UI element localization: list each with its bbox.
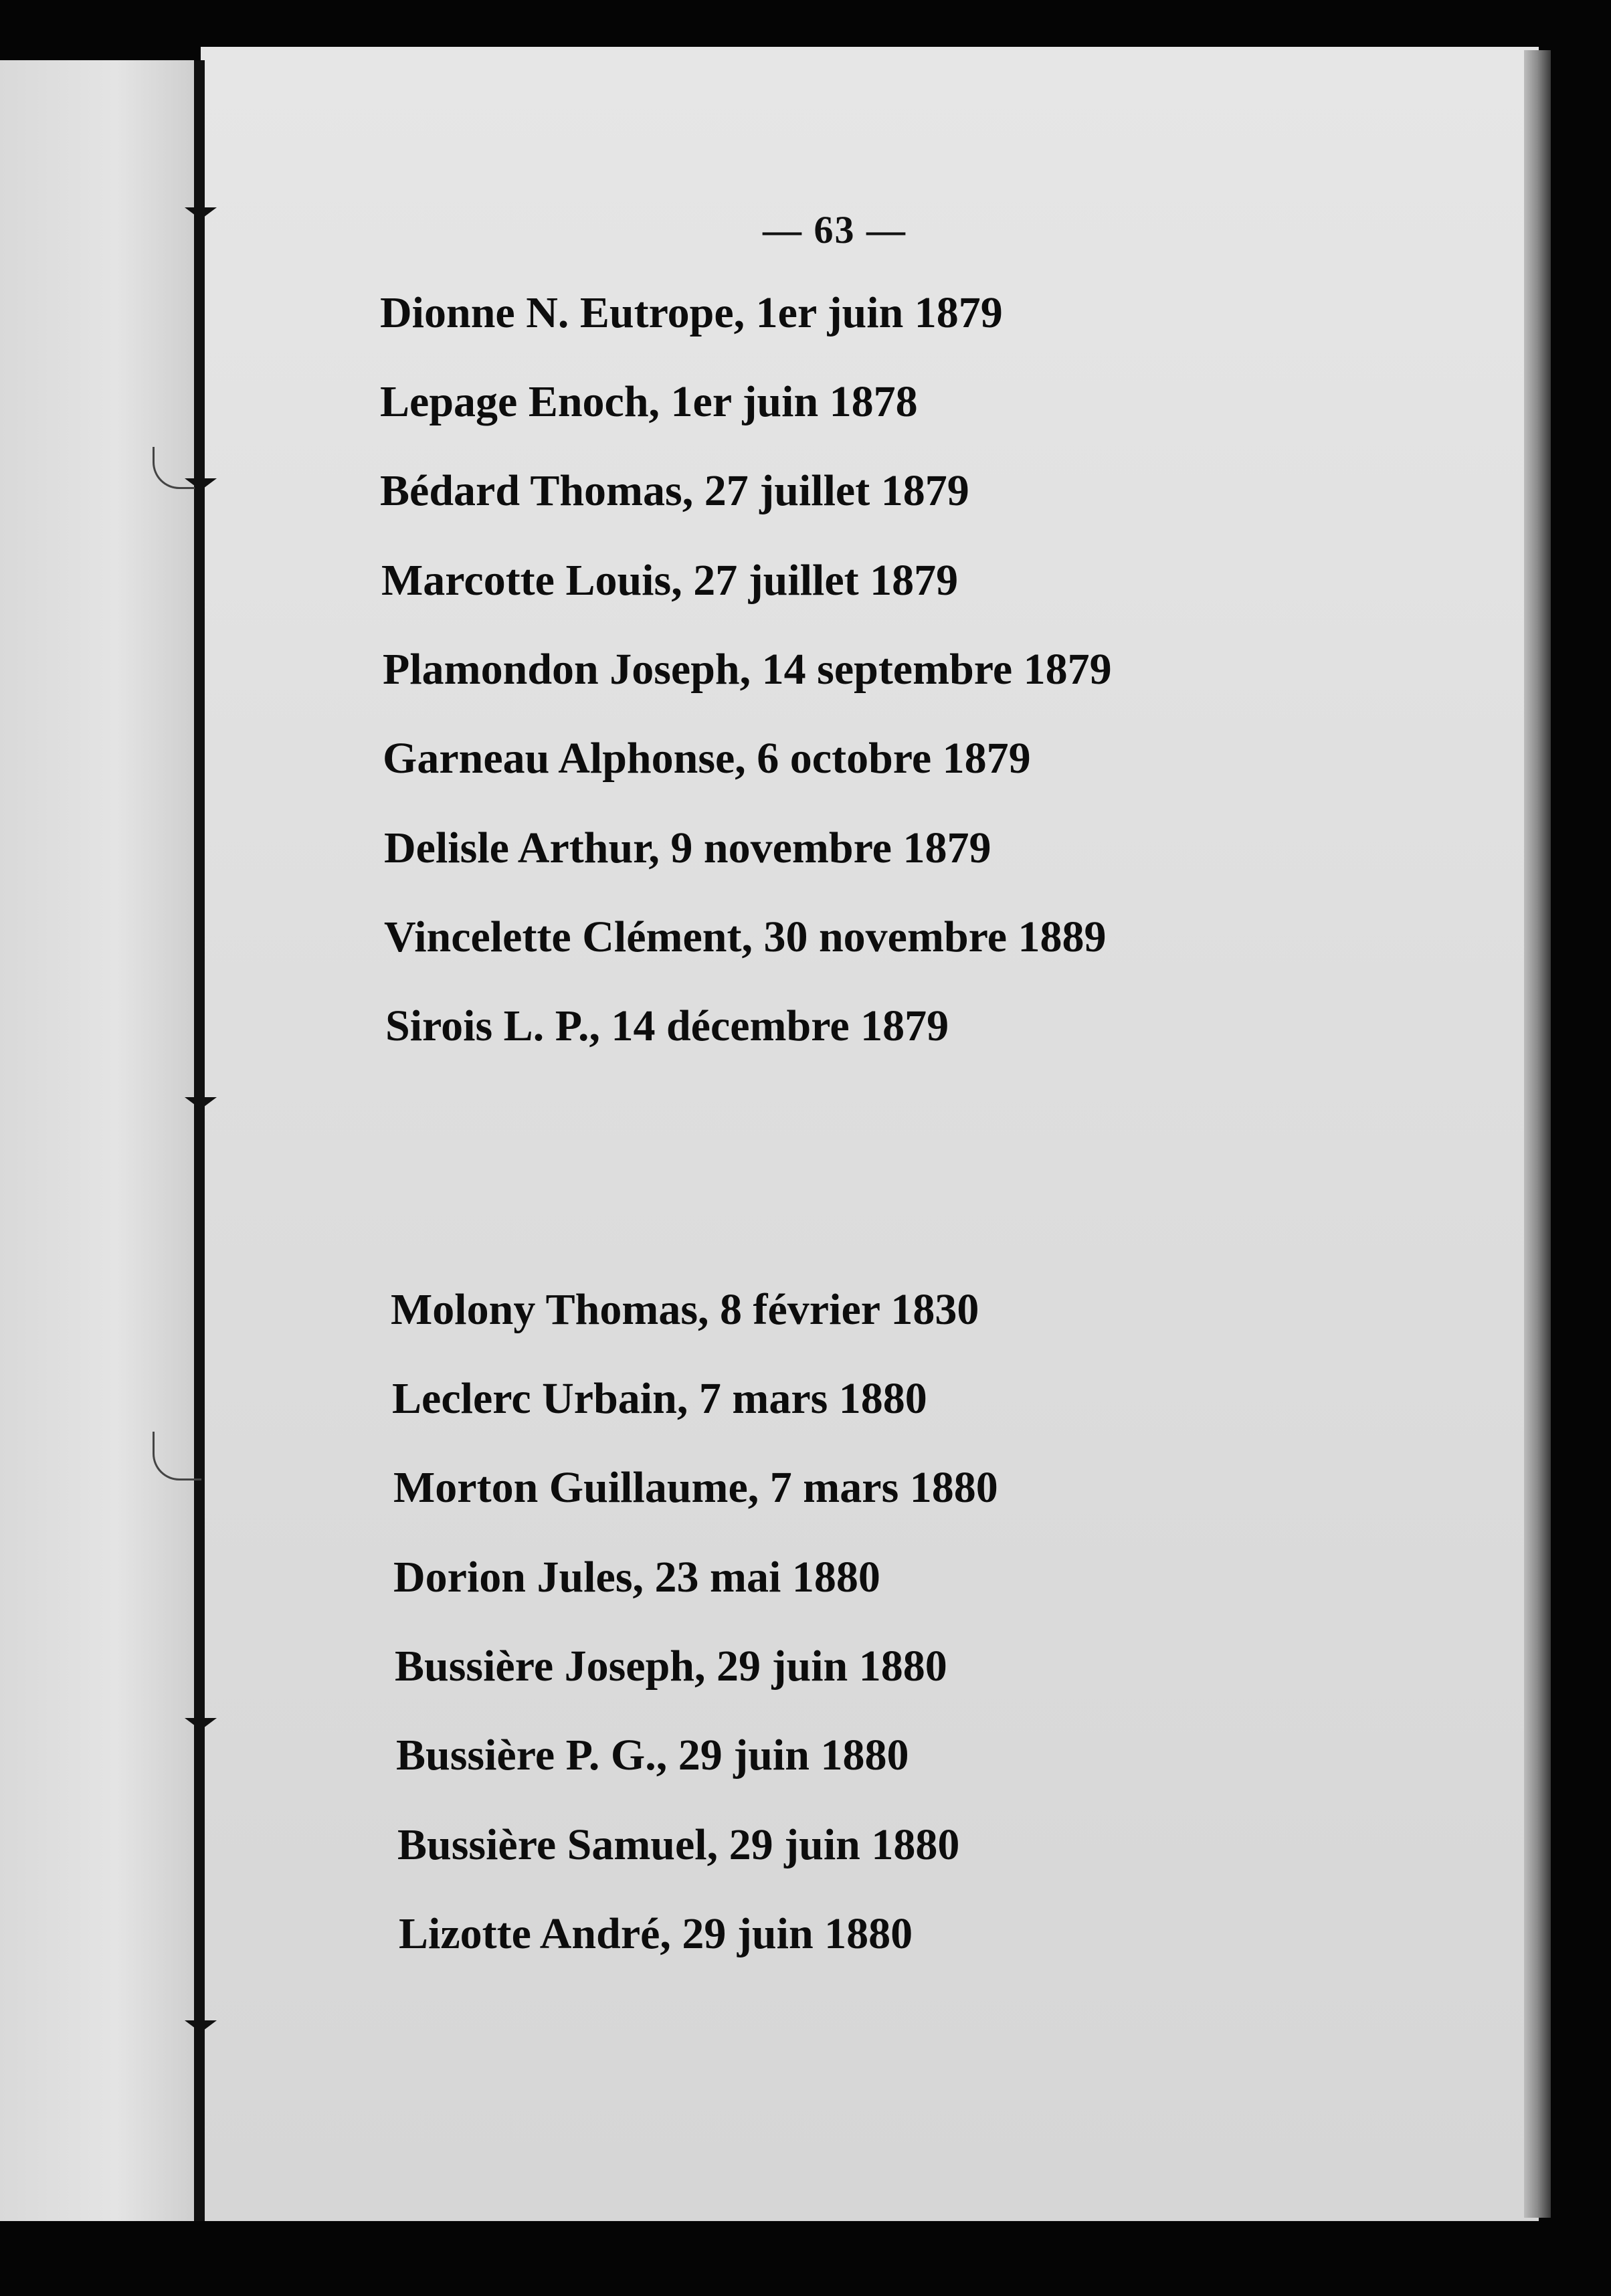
list-item: Lepage Enoch, 1er juin 1878 — [380, 377, 918, 426]
list-item: Bédard Thomas, 27 juillet 1879 — [380, 466, 969, 515]
list-item: Lizotte André, 29 juin 1880 — [399, 1909, 913, 1958]
list-item: Bussière P. G., 29 juin 1880 — [396, 1731, 909, 1780]
list-item: Bussière Joseph, 29 juin 1880 — [395, 1642, 947, 1691]
right-page — [201, 47, 1539, 2221]
list-item: Vincelette Clément, 30 novembre 1889 — [384, 913, 1107, 961]
list-item: Plamondon Joseph, 14 septembre 1879 — [383, 645, 1112, 694]
list-item: Dionne N. Eutrope, 1er juin 1879 — [380, 288, 1003, 337]
list-item: Molony Thomas, 8 février 1830 — [391, 1285, 979, 1334]
page-edge-shadow — [1524, 50, 1551, 2218]
list-item: Delisle Arthur, 9 novembre 1879 — [384, 824, 991, 872]
list-item: Morton Guillaume, 7 mars 1880 — [393, 1463, 998, 1512]
left-page-margin — [0, 60, 194, 2221]
binding-gutter — [194, 60, 205, 2221]
list-item: Dorion Jules, 23 mai 1880 — [393, 1553, 880, 1602]
list-item: Bussière Samuel, 29 juin 1880 — [397, 1820, 960, 1869]
page-number: — 63 — — [763, 208, 907, 252]
list-item: Leclerc Urbain, 7 mars 1880 — [392, 1374, 927, 1423]
list-item: Sirois L. P., 14 décembre 1879 — [385, 1001, 949, 1050]
list-item: Garneau Alphonse, 6 octobre 1879 — [383, 734, 1031, 783]
list-item: Marcotte Louis, 27 juillet 1879 — [381, 556, 959, 605]
